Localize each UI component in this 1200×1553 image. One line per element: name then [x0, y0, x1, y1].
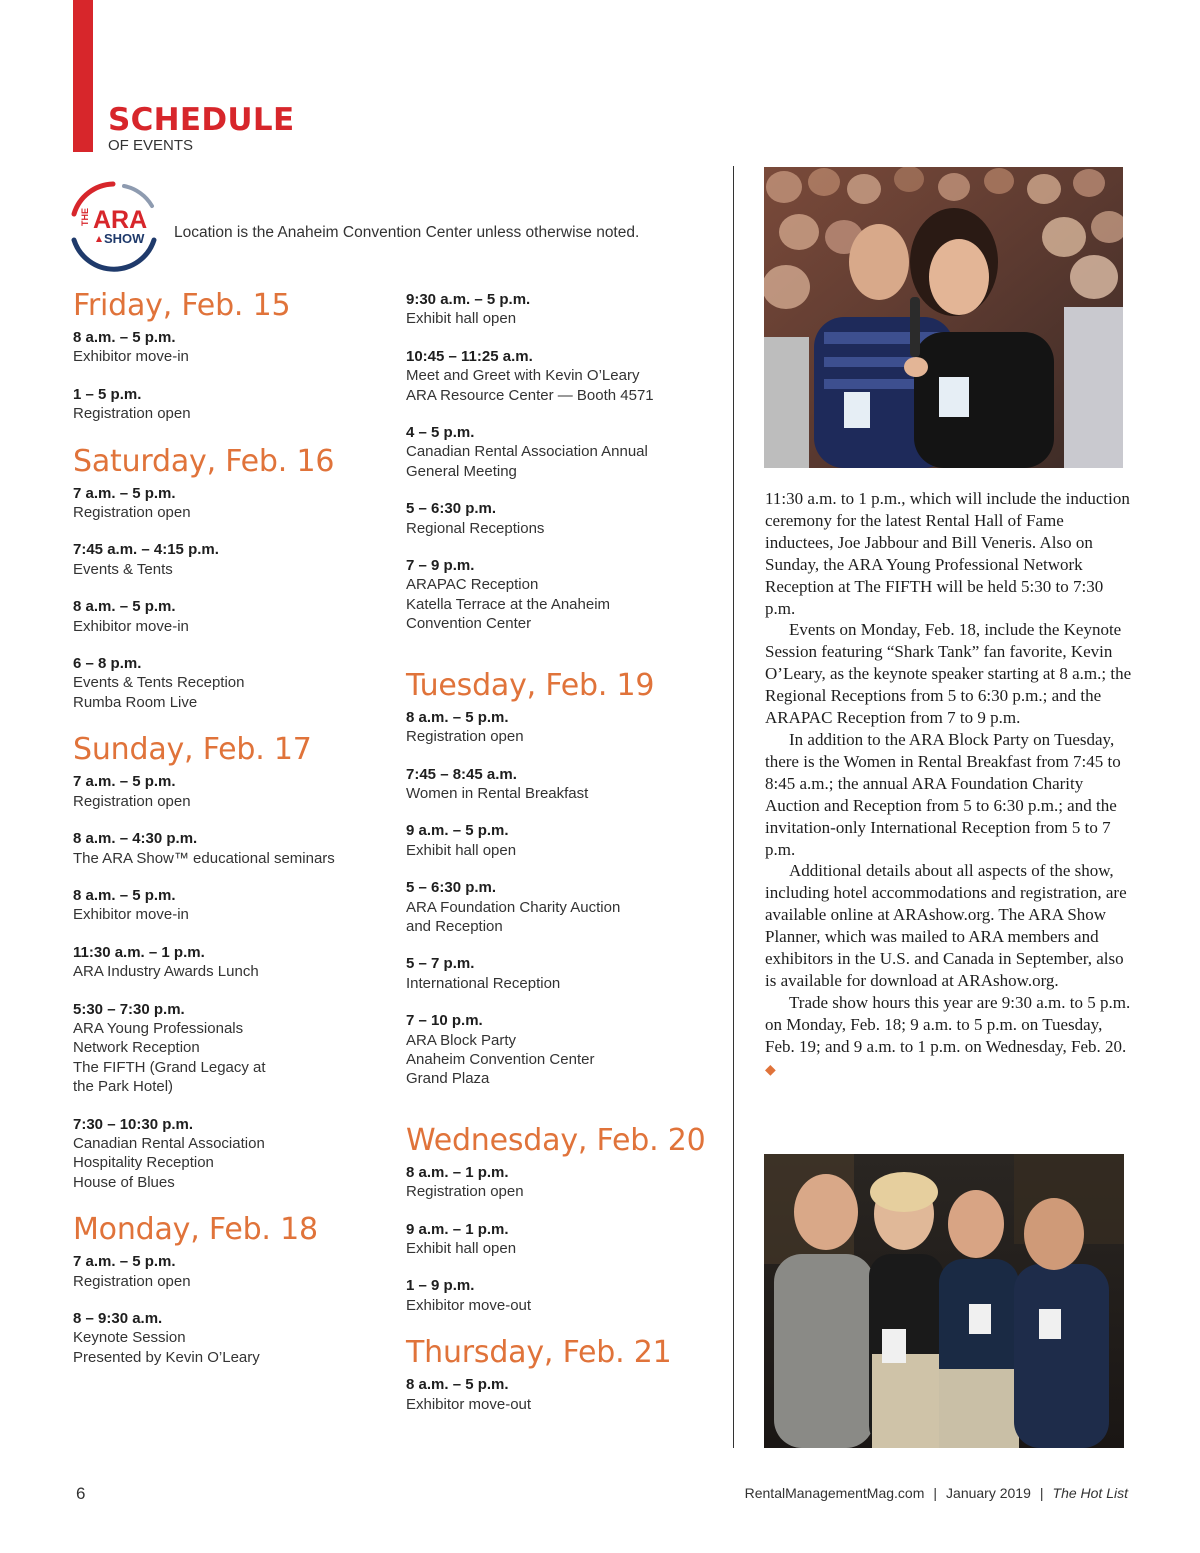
event-description: Registration open: [73, 1272, 191, 1290]
event-time: 8 a.m. – 1 p.m.: [406, 1163, 509, 1181]
day-block-monday: [73, 1210, 383, 1367]
event-item: [406, 1220, 716, 1259]
group-photo: [764, 1154, 1124, 1448]
event-item: [73, 1309, 383, 1367]
event-item: [73, 1000, 383, 1097]
event-description: and Reception: [406, 917, 503, 935]
event-item: [406, 1276, 716, 1315]
event-description: Convention Center: [406, 615, 532, 633]
event-description: Rumba Room Live: [73, 693, 198, 711]
event-description: Hospitality Reception: [73, 1154, 214, 1172]
event-description: Registration open: [73, 405, 191, 423]
event-description: ARA Block Party: [406, 1031, 517, 1049]
event-item: [73, 385, 383, 424]
event-item: [73, 772, 383, 811]
event-item: [406, 954, 716, 993]
day-block-friday: [73, 286, 383, 424]
event-description: the Park Hotel): [73, 1078, 174, 1096]
event-description: Grand Plaza: [406, 1070, 490, 1088]
end-mark-icon: ◆: [765, 1062, 776, 1078]
event-time: 8 a.m. – 5 p.m.: [73, 886, 176, 904]
event-time: 7:45 a.m. – 4:15 p.m.: [73, 541, 219, 559]
event-item: [73, 886, 383, 925]
event-description: Anaheim Convention Center: [406, 1050, 595, 1068]
event-item: [406, 1163, 716, 1202]
event-time: 8 a.m. – 5 p.m.: [73, 598, 176, 616]
event-time: 9 a.m. – 1 p.m.: [406, 1220, 509, 1238]
event-time: 7 – 10 p.m.: [406, 1012, 483, 1030]
event-time: 5:30 – 7:30 p.m.: [73, 1000, 185, 1018]
schedule-column-1: [73, 286, 383, 1385]
event-description: Exhibitor move-in: [73, 617, 189, 635]
event-time: 5 – 6:30 p.m.: [406, 500, 497, 518]
event-description: ARA Industry Awards Lunch: [73, 963, 259, 981]
event-description: Registration open: [406, 1183, 524, 1201]
ara-show-logo: [64, 180, 162, 272]
event-item: [73, 829, 383, 868]
logo-show-text: SHOW: [104, 231, 145, 246]
event-item: [406, 347, 716, 405]
event-description: Exhibit hall open: [406, 310, 517, 328]
event-description: Exhibitor move-in: [73, 348, 189, 366]
event-item: [73, 943, 383, 982]
event-description: Exhibit hall open: [406, 841, 517, 859]
event-description: Canadian Rental Association Annual: [406, 443, 648, 461]
event-description: Katella Terrace at the Anaheim: [406, 595, 611, 613]
event-description: House of Blues: [73, 1173, 175, 1191]
event-description: The ARA Show™ educational seminars: [73, 849, 335, 867]
event-description: Registration open: [73, 792, 191, 810]
event-time: 7:30 – 10:30 p.m.: [73, 1115, 194, 1133]
event-time: 8 a.m. – 4:30 p.m.: [73, 830, 198, 848]
event-description: Events & Tents: [73, 560, 173, 578]
event-description: Exhibitor move-out: [406, 1296, 532, 1314]
event-time: 8 a.m. – 5 p.m.: [73, 329, 176, 346]
article-paragraph: Additional details about all aspects of the show, including hotel accommodations and registration, are available online at ARAshow.org. The ARA Show Planner, which was mailed to ARA members and exhibitors in the U.S. and Canada in September, also is available for download at ARAshow.org.: [765, 861, 1127, 990]
event-item: [406, 1011, 716, 1089]
event-description: Meet and Greet with Kevin O’Leary: [406, 367, 640, 385]
logo-ara-text: ARA: [93, 206, 148, 234]
event-item: [73, 540, 383, 579]
event-description: Exhibitor move-in: [73, 906, 189, 924]
day-block-wednesday: [406, 1121, 716, 1315]
event-item: [406, 556, 716, 634]
event-item: [406, 423, 716, 481]
event-description: ARA Resource Center — Booth 4571: [406, 386, 654, 404]
event-description: General Meeting: [406, 462, 517, 480]
event-item: [73, 1252, 383, 1291]
event-description: Women in Rental Breakfast: [406, 784, 589, 802]
article-paragraph: In addition to the ARA Block Party on Tuesday, there is the Women in Rental Breakfast from 7:45 to 8:45 a.m.; the annual ARA Foundation Charity Auction and Reception from 5 to 6:30 p.m.; and the invitation-only International Reception from 5 to 7 p.m.: [765, 729, 1121, 859]
audience-photo: [764, 167, 1123, 468]
event-time: 7 a.m. – 5 p.m.: [73, 773, 176, 791]
day-heading: Thursday, Feb. 21: [406, 1335, 672, 1371]
event-description: Presented by Kevin O’Leary: [73, 1348, 260, 1366]
page-number: 6: [76, 1484, 86, 1503]
event-description: Registration open: [73, 504, 191, 522]
event-description: Network Reception: [73, 1039, 200, 1057]
logo-the-text: THE: [80, 208, 90, 226]
event-time: 9 a.m. – 5 p.m.: [406, 822, 509, 840]
article-paragraph: Trade show hours this year are 9:30 a.m. to 5 p.m. on Monday, Feb. 18; 9 a.m. to 5 p.m. on Tuesday, Feb. 19; and 9 a.m. to 1 p.m. on Wednesday, Feb. 20.: [765, 992, 1131, 1056]
event-time: 4 – 5 p.m.: [406, 424, 475, 442]
day-block-tuesday: [406, 666, 716, 1089]
event-time: 7 a.m. – 5 p.m.: [73, 1253, 176, 1271]
header-accent-bar: [73, 0, 93, 152]
day-block-saturday: [73, 442, 383, 713]
schedule-column-2: [406, 290, 716, 1432]
event-item: [406, 1375, 716, 1414]
event-time: 9:30 a.m. – 5 p.m.: [406, 291, 531, 308]
event-description: Exhibit hall open: [406, 1240, 517, 1257]
day-heading: Friday, Feb. 15: [73, 288, 291, 323]
event-time: 8 a.m. – 5 p.m.: [406, 1376, 509, 1394]
footer-separator: |: [933, 1485, 938, 1501]
logo-triangle-icon: [96, 236, 102, 242]
footer-issue: January 2019: [946, 1485, 1031, 1501]
day-heading: Tuesday, Feb. 19: [406, 667, 655, 703]
event-item: [406, 878, 716, 936]
event-description: Registration open: [406, 728, 524, 746]
column-divider: [733, 166, 734, 1448]
article-paragraph: 11:30 a.m. to 1 p.m., which will include the induction ceremony for the latest Rental Hall of Fame inductees, Joe Jabbour and Bill Veneris. Also on Sunday, the ARA Young Professional Network Reception at The FIFTH will be held 5:30 to 7:30 p.m.: [765, 489, 1130, 618]
day-heading: Sunday, Feb. 17: [73, 732, 312, 768]
location-note: Location is the Anaheim Convention Center unless otherwise noted.: [174, 224, 640, 241]
event-description: Regional Receptions: [406, 519, 545, 537]
event-time: 6 – 8 p.m.: [73, 655, 142, 673]
event-time: 7 – 9 p.m.: [406, 557, 475, 575]
day-heading: Wednesday, Feb. 20: [406, 1122, 706, 1158]
event-description: Canadian Rental Association: [73, 1134, 265, 1152]
event-description: ARA Foundation Charity Auction: [406, 898, 621, 916]
event-time: 5 – 7 p.m.: [406, 955, 475, 973]
event-time: 10:45 – 11:25 a.m.: [406, 347, 533, 365]
event-time: 11:30 a.m. – 1 p.m.: [73, 943, 205, 961]
event-description: Keynote Session: [73, 1329, 186, 1347]
event-item: [406, 499, 716, 538]
footer-info: [745, 1485, 1128, 1501]
page-title: SCHEDULE: [108, 102, 295, 138]
event-item: [73, 328, 383, 367]
event-description: Exhibitor move-out: [406, 1395, 532, 1413]
footer-site: RentalManagementMag.com: [744, 1485, 925, 1501]
event-item: [406, 765, 716, 804]
event-time: 7 a.m. – 5 p.m.: [73, 484, 176, 502]
day-heading: Monday, Feb. 18: [73, 1212, 318, 1248]
footer-section: The Hot List: [1052, 1485, 1128, 1501]
day-block-sunday: [73, 730, 383, 1192]
event-item: [406, 708, 716, 747]
event-time: 7:45 – 8:45 a.m.: [406, 765, 517, 783]
event-description: ARAPAC Reception: [406, 576, 539, 594]
event-time: 1 – 5 p.m.: [73, 385, 142, 403]
day-heading: Saturday, Feb. 16: [73, 443, 335, 479]
event-description: Events & Tents Reception: [73, 674, 245, 692]
event-description: The FIFTH (Grand Legacy at: [73, 1058, 266, 1076]
event-description: ARA Young Professionals: [73, 1019, 244, 1037]
event-item: [406, 821, 716, 860]
event-item: [406, 290, 716, 329]
day-block-monday-continued: [406, 290, 716, 634]
day-block-thursday: [406, 1333, 716, 1414]
event-item: [73, 597, 383, 636]
event-time: 8 – 9:30 a.m.: [73, 1310, 163, 1327]
article-body: [765, 488, 1135, 1081]
event-item: [73, 1115, 383, 1193]
article-paragraph: Events on Monday, Feb. 18, include the Keynote Session featuring “Shark Tank” fan favorite, Kevin O’Leary, as the keynote speaker starting at 8 a.m.; the Regional Receptions from 5 to 6:30 p.m.; and the ARAPAC Reception from 7 to 9 p.m.: [765, 620, 1132, 728]
footer-separator: |: [1039, 1485, 1044, 1501]
event-item: [73, 654, 383, 712]
event-item: [73, 484, 383, 523]
event-time: 8 a.m. – 5 p.m.: [406, 708, 509, 726]
event-description: International Reception: [406, 974, 561, 992]
event-time: 5 – 6:30 p.m.: [406, 879, 497, 897]
event-time: 1 – 9 p.m.: [406, 1277, 475, 1295]
page-subtitle: OF EVENTS: [108, 137, 194, 154]
